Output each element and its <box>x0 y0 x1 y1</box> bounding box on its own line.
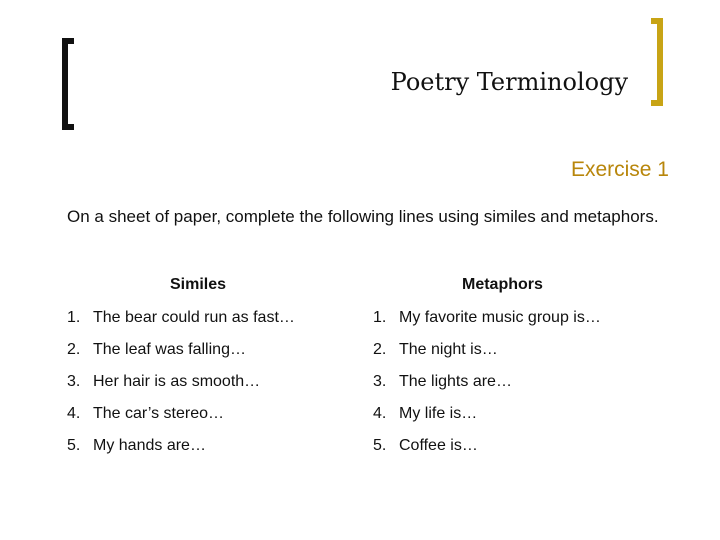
instructions-text: On a sheet of paper, complete the following lines using similes and metaphors. <box>67 207 659 226</box>
item-text: The leaf was falling… <box>93 341 246 358</box>
simile-item <box>67 436 295 468</box>
item-number: 4. <box>67 405 81 422</box>
item-number: 2. <box>67 341 81 358</box>
metaphor-item <box>373 308 601 340</box>
item-number: 5. <box>67 437 81 454</box>
item-text: My favorite music group is… <box>399 309 601 326</box>
simile-item <box>67 372 295 404</box>
slide-title: Poetry Terminology <box>390 68 628 96</box>
metaphor-item <box>373 404 601 436</box>
right-bracket-decoration <box>651 18 663 106</box>
metaphor-item <box>373 372 601 404</box>
item-number: 1. <box>67 309 81 326</box>
item-text: The car’s stereo… <box>93 405 225 422</box>
item-text: The bear could run as fast… <box>93 309 295 326</box>
metaphors-heading: Metaphors <box>462 276 543 293</box>
left-bracket-decoration <box>62 38 74 130</box>
item-number: 5. <box>373 437 387 454</box>
metaphor-item <box>373 340 601 372</box>
exercise-heading: Exercise 1 <box>570 158 669 181</box>
metaphors-list <box>373 308 601 468</box>
similes-heading: Similes <box>170 276 227 293</box>
item-number: 2. <box>373 341 387 358</box>
item-text: My life is… <box>399 405 478 422</box>
item-number: 1. <box>373 309 387 326</box>
item-text: Her hair is as smooth… <box>93 373 261 390</box>
item-text: My hands are… <box>93 437 206 454</box>
simile-item <box>67 404 295 436</box>
item-text: Coffee is… <box>399 437 478 454</box>
item-number: 3. <box>373 373 387 390</box>
metaphor-item <box>373 436 601 468</box>
item-number: 3. <box>67 373 81 390</box>
simile-item <box>67 340 295 372</box>
item-number: 4. <box>373 405 387 422</box>
item-text: The lights are… <box>399 373 512 390</box>
item-text: The night is… <box>399 341 498 358</box>
simile-item <box>67 308 295 340</box>
similes-list <box>67 308 295 468</box>
